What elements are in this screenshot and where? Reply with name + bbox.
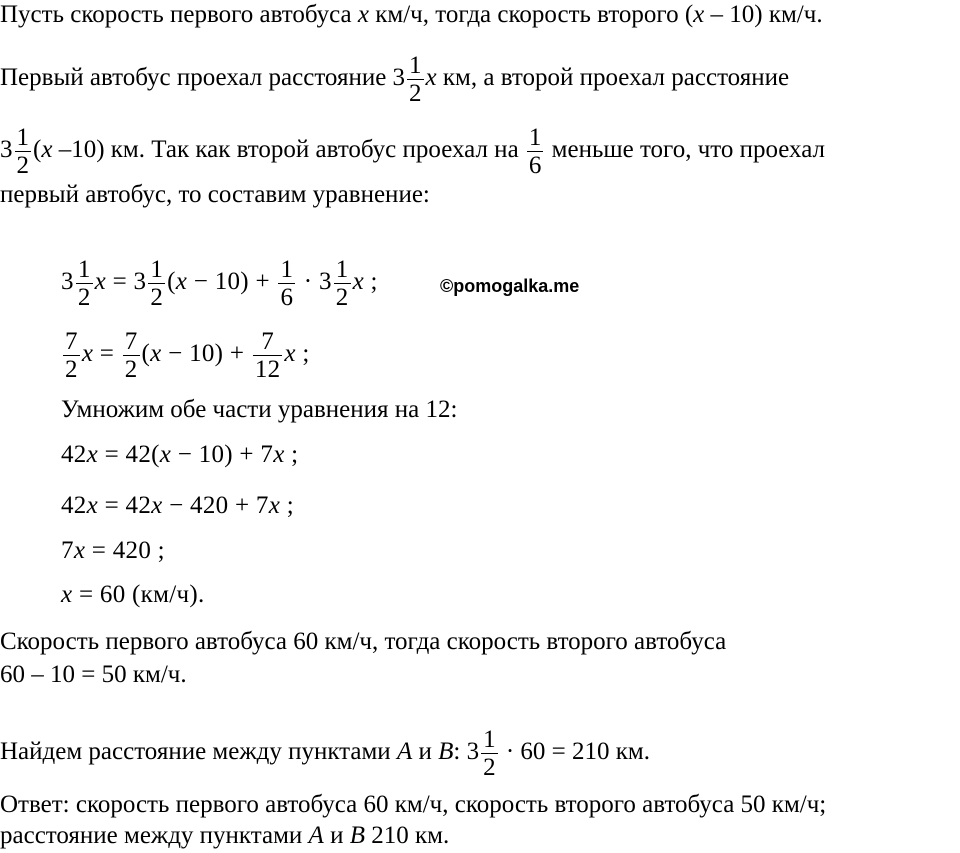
text: меньше того, что проехал	[545, 136, 826, 164]
fraction-seven-twelfths: $\frac{7}{12}$	[254, 328, 281, 383]
text: Первый автобус проехал расстояние 3	[0, 64, 406, 92]
var-x: x	[357, 1, 369, 28]
equation-3: 42x = 42(x − 10) + 7x ;	[61, 441, 299, 468]
fraction-one-sixth: $\frac{1}{6}$	[280, 256, 294, 311]
fraction-one-half: $\frac{1}{2}$	[150, 256, 164, 311]
speed-line-1: Скорость первого автобуса 60 км/ч, тогда скорость второго автобуса	[0, 628, 727, 655]
fraction-one-sixth: $\frac{1}{6}$	[528, 124, 542, 179]
var-x: x	[61, 581, 73, 608]
text: : 3	[453, 738, 480, 766]
text: Пусть скорость первого автобуса	[0, 1, 358, 28]
var-x: x	[41, 136, 53, 164]
speed-line-2: 60 – 10 = 50 км/ч.	[0, 661, 187, 688]
fraction-seven-halves: $\frac{7}{2}$	[65, 328, 78, 383]
equation-1: 3 $\frac{1}{2}$ x = 3 $\frac{1}{2}$ (x − 10) + $\frac{1}{6}$ · 3 $\frac{1}{2}$ x ;	[61, 256, 378, 311]
point-a: A	[396, 738, 413, 766]
text: км/ч, тогда скорость второго (	[368, 1, 694, 28]
text: км, а второй проехал расстояние	[436, 64, 790, 92]
text: = 60 (км/ч).	[72, 581, 205, 608]
text: 210 км.	[364, 822, 450, 849]
text: расстояние между пунктами	[0, 822, 309, 849]
fraction-one-half: $\frac{1}{2}$	[77, 256, 91, 311]
answer-line-1: Ответ: скорость первого автобуса 60 км/ч, скорость второго автобуса 50 км/ч;	[0, 791, 827, 818]
text: 3	[0, 136, 13, 164]
fraction-seven-halves: $\frac{7}{2}$	[124, 328, 138, 383]
var-x: x	[425, 64, 437, 92]
intro-line-2	[0, 52, 789, 107]
intro-line-1	[0, 0, 823, 30]
text: и	[323, 822, 350, 849]
text: – 10) км/ч.	[704, 1, 823, 28]
equation-4: 42x = 42x − 420 + 7x ;	[61, 492, 294, 519]
intro-line-3	[0, 124, 825, 179]
text: · 60 = 210 км.	[499, 738, 650, 766]
equation-2: $\frac{7}{2}$ x = $\frac{7}{2}$ (x − 10) + $\frac{7}{12}$ x ;	[65, 328, 310, 383]
fraction-one-half: $\frac{1}{2}$	[409, 52, 422, 107]
equation-6	[61, 580, 205, 610]
fraction-one-half: $\frac{1}{2}$	[483, 726, 496, 781]
watermark: ©pomogalka.me	[440, 276, 580, 296]
text: и	[412, 738, 439, 766]
multiply-note: Умножим обе части уравнения на 12:	[61, 396, 458, 423]
var-x: x	[693, 1, 705, 28]
text: (	[33, 136, 42, 164]
fraction-one-half: $\frac{1}{2}$	[335, 256, 349, 311]
point-a: A	[308, 822, 324, 849]
equation-5: 7x = 420 ;	[61, 537, 165, 564]
intro-line-4: первый автобус, то составим уравнение:	[0, 181, 430, 208]
point-b: B	[349, 822, 365, 849]
distance-line	[0, 726, 650, 781]
text: –10) км. Так как второй автобус проехал на	[52, 136, 525, 164]
point-b: B	[438, 738, 454, 766]
text: Найдем расстояние между пунктами	[0, 738, 397, 766]
answer-line-2	[0, 821, 449, 851]
fraction-one-half: $\frac{1}{2}$	[16, 124, 29, 179]
